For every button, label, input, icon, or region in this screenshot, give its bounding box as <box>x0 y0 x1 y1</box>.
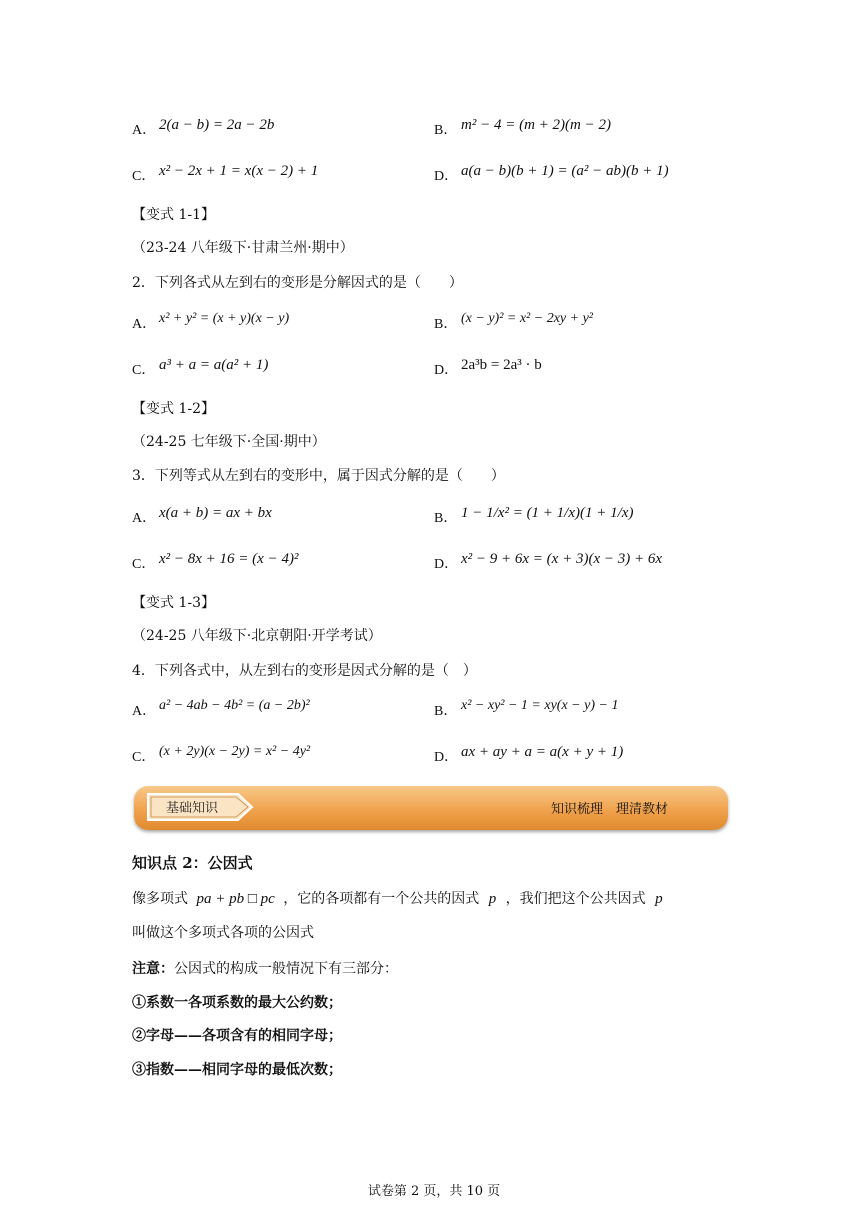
q2-option-d-label: D． <box>434 363 459 378</box>
page-footer: 试卷第 2 页，共 10 页 <box>367 1184 501 1199</box>
line1-expr: pa + pb □ pc <box>196 891 275 907</box>
line1-p2: p <box>655 891 663 907</box>
line1-mid: ，它的各项都有一个公共的因式 <box>283 891 480 907</box>
variant-1-2-source: （24-25 七年级下·全国·期中） <box>132 434 326 450</box>
banner-tag-label: 基础知识 <box>166 801 219 816</box>
line1-mid2: ，我们把这个公共因式 <box>505 891 646 907</box>
q1-option-d-label: D． <box>434 169 459 184</box>
q4-option-c-label: C． <box>132 750 156 765</box>
q1-option-c-label: C． <box>132 169 156 184</box>
q2-option-a-expr: x² + y² = (x + y)(x − y) <box>159 311 290 326</box>
variant-1-3-source: （24-25 八年级下·北京朝阳·开学考试） <box>132 628 382 644</box>
q4-option-a-expr: a² − 4ab − 4b² = (a − 2b)² <box>159 698 310 713</box>
note-text: 公因式的构成一般情况下有三部分： <box>174 961 398 977</box>
knowledge-title: 知识点 2：公因式 <box>132 854 253 872</box>
knowledge-line-1 <box>132 888 663 908</box>
q1-option-b-expr: m² − 4 = (m + 2)(m − 2) <box>461 117 611 133</box>
q2-option-d-expr: 2a³b = 2a³ · b <box>461 357 542 373</box>
question-3: 3．下列等式从左到右的变形中，属于因式分解的是（ ） <box>132 468 505 484</box>
q4-option-b-label: B． <box>434 704 458 719</box>
line1-pre: 像多项式 <box>132 891 188 907</box>
q4-option-d-label: D． <box>434 750 459 765</box>
q4-option-a-label: A． <box>132 704 157 719</box>
q3-option-d-expr: x² − 9 + 6x = (x + 3)(x − 3) + 6x <box>461 551 662 567</box>
question-4: 4．下列各式中，从左到右的变形是因式分解的是（ ） <box>132 663 477 679</box>
q3-option-c-expr: x² − 8x + 16 = (x − 4)² <box>159 551 299 567</box>
q1-option-d-expr: a(a − b)(b + 1) = (a² − ab)(b + 1) <box>461 163 669 179</box>
q2-option-c-expr: a³ + a = a(a² + 1) <box>159 357 269 373</box>
q1-option-a-expr: 2(a − b) = 2a − 2b <box>159 117 275 133</box>
knowledge-item-1: ①系数一各项系数的最大公约数； <box>132 995 342 1011</box>
q3-option-b-expr: 1 − 1/x² = (1 + 1/x)(1 + 1/x) <box>461 505 634 521</box>
q4-option-b-expr: x² − xy² − 1 = xy(x − y) − 1 <box>461 698 619 713</box>
q1-option-a-label: A． <box>132 123 157 138</box>
knowledge-line-2: 叫做这个多项式各项的公因式 <box>132 925 314 941</box>
question-2: 2．下列各式从左到右的变形是分解因式的是（ ） <box>132 275 463 291</box>
q2-option-b-expr: (x − y)² = x² − 2xy + y² <box>461 311 593 326</box>
knowledge-note <box>132 958 398 978</box>
q1-option-c-expr: x² − 2x + 1 = x(x − 2) + 1 <box>159 163 319 179</box>
q3-option-a-label: A． <box>132 511 157 526</box>
q3-option-c-label: C． <box>132 557 156 572</box>
q4-option-c-expr: (x + 2y)(x − 2y) = x² − 4y² <box>159 744 311 759</box>
q2-option-c-label: C． <box>132 363 156 378</box>
q3-option-a-expr: x(a + b) = ax + bx <box>159 505 272 521</box>
note-label: 注意： <box>132 961 174 977</box>
variant-1-3-header: 【变式 1-3】 <box>132 595 215 611</box>
line1-p1: p <box>488 891 497 907</box>
section-banner <box>134 786 728 830</box>
q3-option-b-label: B． <box>434 511 458 526</box>
knowledge-item-3: ③指数——相同字母的最低次数； <box>132 1062 342 1078</box>
q1-option-b-label: B． <box>434 123 458 138</box>
banner-right-text: 知识梳理 理清教材 <box>550 802 668 817</box>
q2-option-b-label: B． <box>434 317 458 332</box>
knowledge-item-2: ②字母——各项含有的相同字母； <box>132 1028 342 1044</box>
variant-1-1-source: （23-24 八年级下·甘肃兰州·期中） <box>132 240 354 256</box>
q4-option-d-expr: ax + ay + a = a(x + y + 1) <box>461 744 624 760</box>
q2-option-a-label: A． <box>132 317 157 332</box>
variant-1-2-header: 【变式 1-2】 <box>132 401 215 417</box>
variant-1-1-header: 【变式 1-1】 <box>132 207 215 223</box>
q3-option-d-label: D． <box>434 557 459 572</box>
